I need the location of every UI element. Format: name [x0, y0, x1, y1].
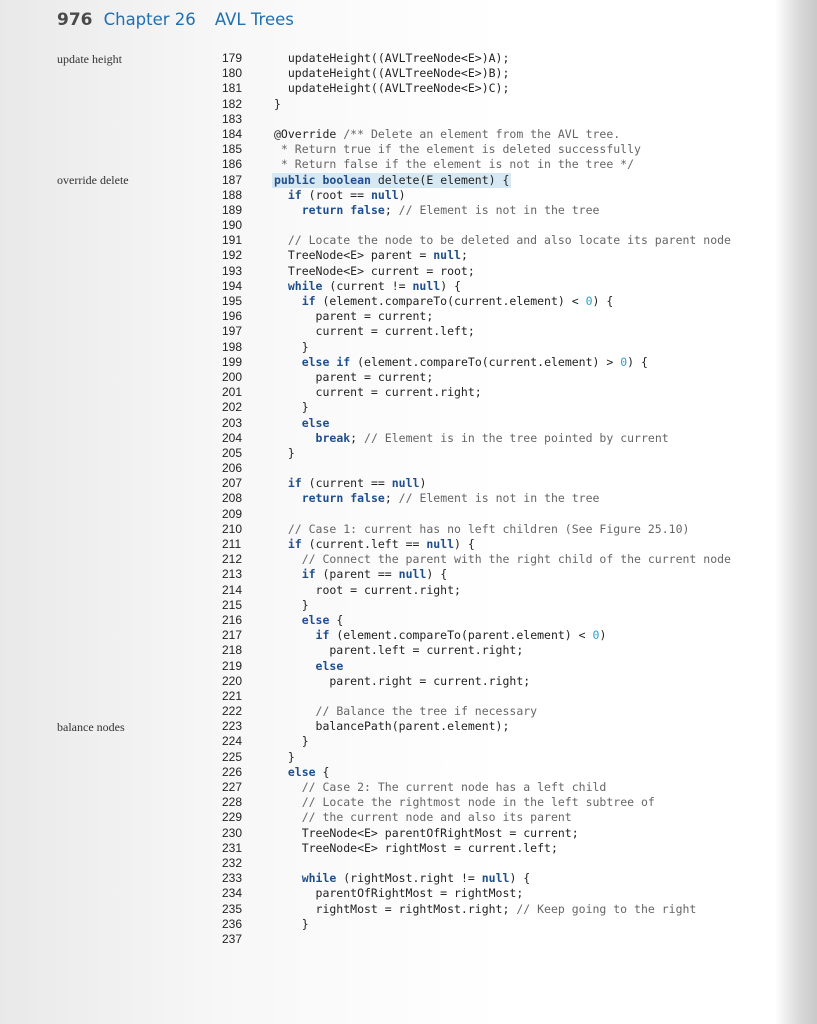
code-text: }: [274, 734, 309, 749]
line-number: 236: [222, 916, 243, 931]
code-line: [0, 795, 775, 810]
code-line: [0, 233, 775, 248]
code-line: [0, 537, 775, 552]
code-text: }: [274, 597, 309, 612]
code-line: [0, 446, 775, 461]
line-number: 226: [222, 764, 243, 779]
code-text: else {: [301, 612, 344, 627]
line-number: 220: [222, 673, 243, 688]
code-line: [0, 552, 775, 567]
line-number: 199: [222, 354, 243, 369]
page-number: 976: [57, 10, 93, 30]
code-line: [0, 324, 775, 339]
code-line: [0, 750, 775, 765]
line-number: 187: [222, 172, 243, 187]
code-line: [0, 491, 775, 506]
code-line: [0, 567, 775, 582]
code-text: TreeNode<E> current = root;: [274, 263, 475, 278]
code-text: if (element.compareTo(current.element) < 0) {: [301, 294, 614, 308]
code-line: [0, 218, 775, 233]
line-number: 179: [222, 51, 243, 65]
code-text: }: [274, 400, 309, 415]
code-text: updateHeight((AVLTreeNode<E>)B);: [274, 66, 510, 81]
code-line: [0, 583, 775, 598]
code-text: TreeNode<E> parentOfRightMost = current;: [274, 825, 579, 840]
code-text: // Connect the parent with the right child of the current node: [301, 552, 731, 567]
code-line: [0, 765, 775, 780]
chapter-label: Chapter 26: [103, 10, 196, 29]
code-line: [0, 507, 775, 522]
code-line: [0, 841, 775, 856]
code-text: return false; // Element is not in the tree: [301, 491, 600, 506]
code-line: [0, 643, 775, 658]
line-number: 218: [222, 643, 243, 658]
code-text: }: [274, 339, 309, 354]
line-number: 219: [222, 658, 243, 673]
code-text: if (current.left == null) {: [287, 537, 475, 551]
chapter-title: AVL Trees: [214, 10, 294, 29]
line-number: 233: [222, 871, 243, 886]
code-text: current = current.left;: [274, 324, 475, 339]
line-number: 222: [222, 704, 243, 719]
code-text: rightMost = rightMost.right; // Keep going to the right: [274, 901, 697, 916]
line-number: 192: [222, 248, 243, 263]
code-text: // the current node and also its parent: [301, 810, 572, 825]
code-text: else {: [287, 764, 330, 779]
code-text: else: [301, 415, 330, 430]
code-text: TreeNode<E> rightMost = current.left;: [274, 840, 558, 855]
line-number: 180: [222, 66, 243, 81]
line-number: 229: [222, 810, 243, 825]
code-text: // Balance the tree if necessary: [315, 704, 538, 719]
line-number: 189: [222, 202, 243, 217]
code-line: [0, 51, 775, 66]
code-line: [0, 689, 775, 704]
code-line: [0, 188, 775, 203]
line-number: 234: [222, 886, 243, 901]
code-text: if (root == null): [287, 187, 406, 202]
line-number: 225: [222, 749, 243, 764]
code-line: [0, 856, 775, 871]
line-number: 216: [222, 612, 243, 627]
code-line: [0, 431, 775, 446]
line-number: 197: [222, 324, 243, 339]
code-text: if (element.compareTo(parent.element) < 0): [315, 628, 607, 643]
code-line: [0, 248, 775, 263]
line-number: 221: [222, 688, 243, 703]
line-number: 203: [222, 415, 243, 430]
code-text: while (rightMost.right != null) {: [301, 871, 531, 886]
line-number: 184: [222, 126, 243, 141]
line-number: 186: [222, 157, 243, 172]
code-text: while (current != null) {: [287, 278, 461, 293]
line-number: 194: [222, 278, 243, 293]
line-number: 185: [222, 142, 243, 157]
code-line: [0, 294, 775, 309]
code-text: }: [274, 445, 295, 460]
code-text: public boolean delete(E element) {: [274, 172, 510, 187]
code-line: [0, 97, 775, 112]
code-line: [0, 734, 775, 749]
code-text: updateHeight((AVLTreeNode<E>)C);: [274, 81, 510, 96]
margin-note: override delete: [57, 173, 129, 188]
code-line: [0, 385, 775, 400]
line-number: 191: [222, 233, 243, 248]
code-text: parentOfRightMost = rightMost;: [274, 886, 524, 901]
code-line: [0, 112, 775, 127]
code-line: [0, 173, 775, 188]
code-text: parent.left = current.right;: [274, 643, 524, 658]
code-line: [0, 826, 775, 841]
line-number: 231: [222, 840, 243, 855]
code-line: [0, 370, 775, 385]
code-line: [0, 522, 775, 537]
code-text: root = current.right;: [274, 582, 461, 597]
code-line: [0, 81, 775, 96]
line-number: 212: [222, 552, 243, 567]
code-text: if (parent == null) {: [301, 567, 448, 582]
code-line: [0, 416, 775, 431]
line-number: 209: [222, 506, 243, 521]
code-line: [0, 476, 775, 491]
line-number: 214: [222, 582, 243, 597]
code-text: balancePath(parent.element);: [274, 719, 510, 734]
code-text: // Case 2: The current node has a left child: [301, 780, 607, 794]
code-line: [0, 613, 775, 628]
line-number: 223: [222, 719, 243, 734]
code-text: parent = current;: [274, 369, 434, 384]
code-text: if (current == null): [287, 476, 427, 491]
code-line: [0, 932, 775, 947]
code-line: [0, 598, 775, 613]
code-text: parent.right = current.right;: [274, 673, 531, 688]
line-number: 232: [222, 855, 243, 870]
code-line: [0, 142, 775, 157]
line-number: 202: [222, 400, 243, 415]
line-number: 183: [222, 111, 243, 126]
code-line: [0, 780, 775, 795]
code-line: [0, 309, 775, 324]
line-number: 206: [222, 461, 243, 476]
code-text: }: [274, 749, 295, 764]
code-line: [0, 203, 775, 218]
line-number: 196: [222, 309, 243, 324]
line-number: 235: [222, 901, 243, 916]
code-line: [0, 400, 775, 415]
code-text: // Case 1: current has no left children (See Figure 25.10): [287, 521, 690, 536]
line-number: 208: [222, 491, 243, 506]
code-line: [0, 704, 775, 719]
code-line: [0, 902, 775, 917]
code-line: [0, 871, 775, 886]
code-text: return false; // Element is not in the tree: [301, 202, 600, 217]
code-text: }: [274, 96, 281, 111]
code-line: [0, 355, 775, 370]
code-line: [0, 917, 775, 932]
line-number: 213: [222, 567, 243, 582]
code-text: // Locate the node to be deleted and also locate its parent node: [287, 233, 731, 248]
line-number: 227: [222, 780, 243, 794]
code-line: [0, 66, 775, 81]
code-text: else if (element.compareTo(current.element) > 0) {: [301, 354, 648, 369]
line-number: 205: [222, 445, 243, 460]
code-text: else: [315, 658, 344, 673]
code-text: updateHeight((AVLTreeNode<E>)A);: [274, 51, 510, 65]
line-number: 210: [222, 521, 243, 536]
code-line: [0, 157, 775, 172]
code-listing: [0, 51, 775, 947]
line-number: 195: [222, 294, 243, 308]
code-text: break; // Element is in the tree pointed by current: [315, 430, 669, 445]
line-number: 204: [222, 430, 243, 445]
code-line: [0, 628, 775, 643]
line-number: 193: [222, 263, 243, 278]
code-line: [0, 279, 775, 294]
line-number: 190: [222, 218, 243, 233]
code-line: [0, 719, 775, 734]
code-text: parent = current;: [274, 309, 434, 324]
line-number: 181: [222, 81, 243, 96]
line-number: 198: [222, 339, 243, 354]
code-text: * Return false if the element is not in the tree */: [274, 157, 635, 172]
line-number: 224: [222, 734, 243, 749]
line-number: 200: [222, 369, 243, 384]
code-text: * Return true if the element is deleted successfully: [274, 142, 641, 157]
code-line: [0, 127, 775, 142]
line-number: 188: [222, 187, 243, 202]
margin-note: balance nodes: [57, 720, 125, 735]
code-line: [0, 886, 775, 901]
line-number: 228: [222, 795, 243, 810]
line-number: 211: [222, 537, 242, 551]
line-number: 237: [222, 931, 243, 946]
code-text: current = current.right;: [274, 385, 482, 400]
line-number: 207: [222, 476, 243, 491]
line-number: 217: [222, 628, 243, 643]
line-number: 230: [222, 825, 243, 840]
code-line: [0, 810, 775, 825]
code-line: [0, 264, 775, 279]
code-line: [0, 674, 775, 689]
code-text: @Override /** Delete an element from the AVL tree.: [274, 126, 621, 141]
margin-note: update height: [57, 51, 122, 66]
code-line: [0, 659, 775, 674]
code-text: // Locate the rightmost node in the left subtree of: [301, 795, 655, 810]
code-text: TreeNode<E> parent = null;: [274, 248, 468, 263]
code-line: [0, 461, 775, 476]
code-text: }: [274, 916, 309, 931]
line-number: 201: [222, 385, 243, 400]
code-line: [0, 340, 775, 355]
line-number: 215: [222, 597, 243, 612]
line-number: 182: [222, 96, 243, 111]
page-header: [57, 10, 294, 34]
